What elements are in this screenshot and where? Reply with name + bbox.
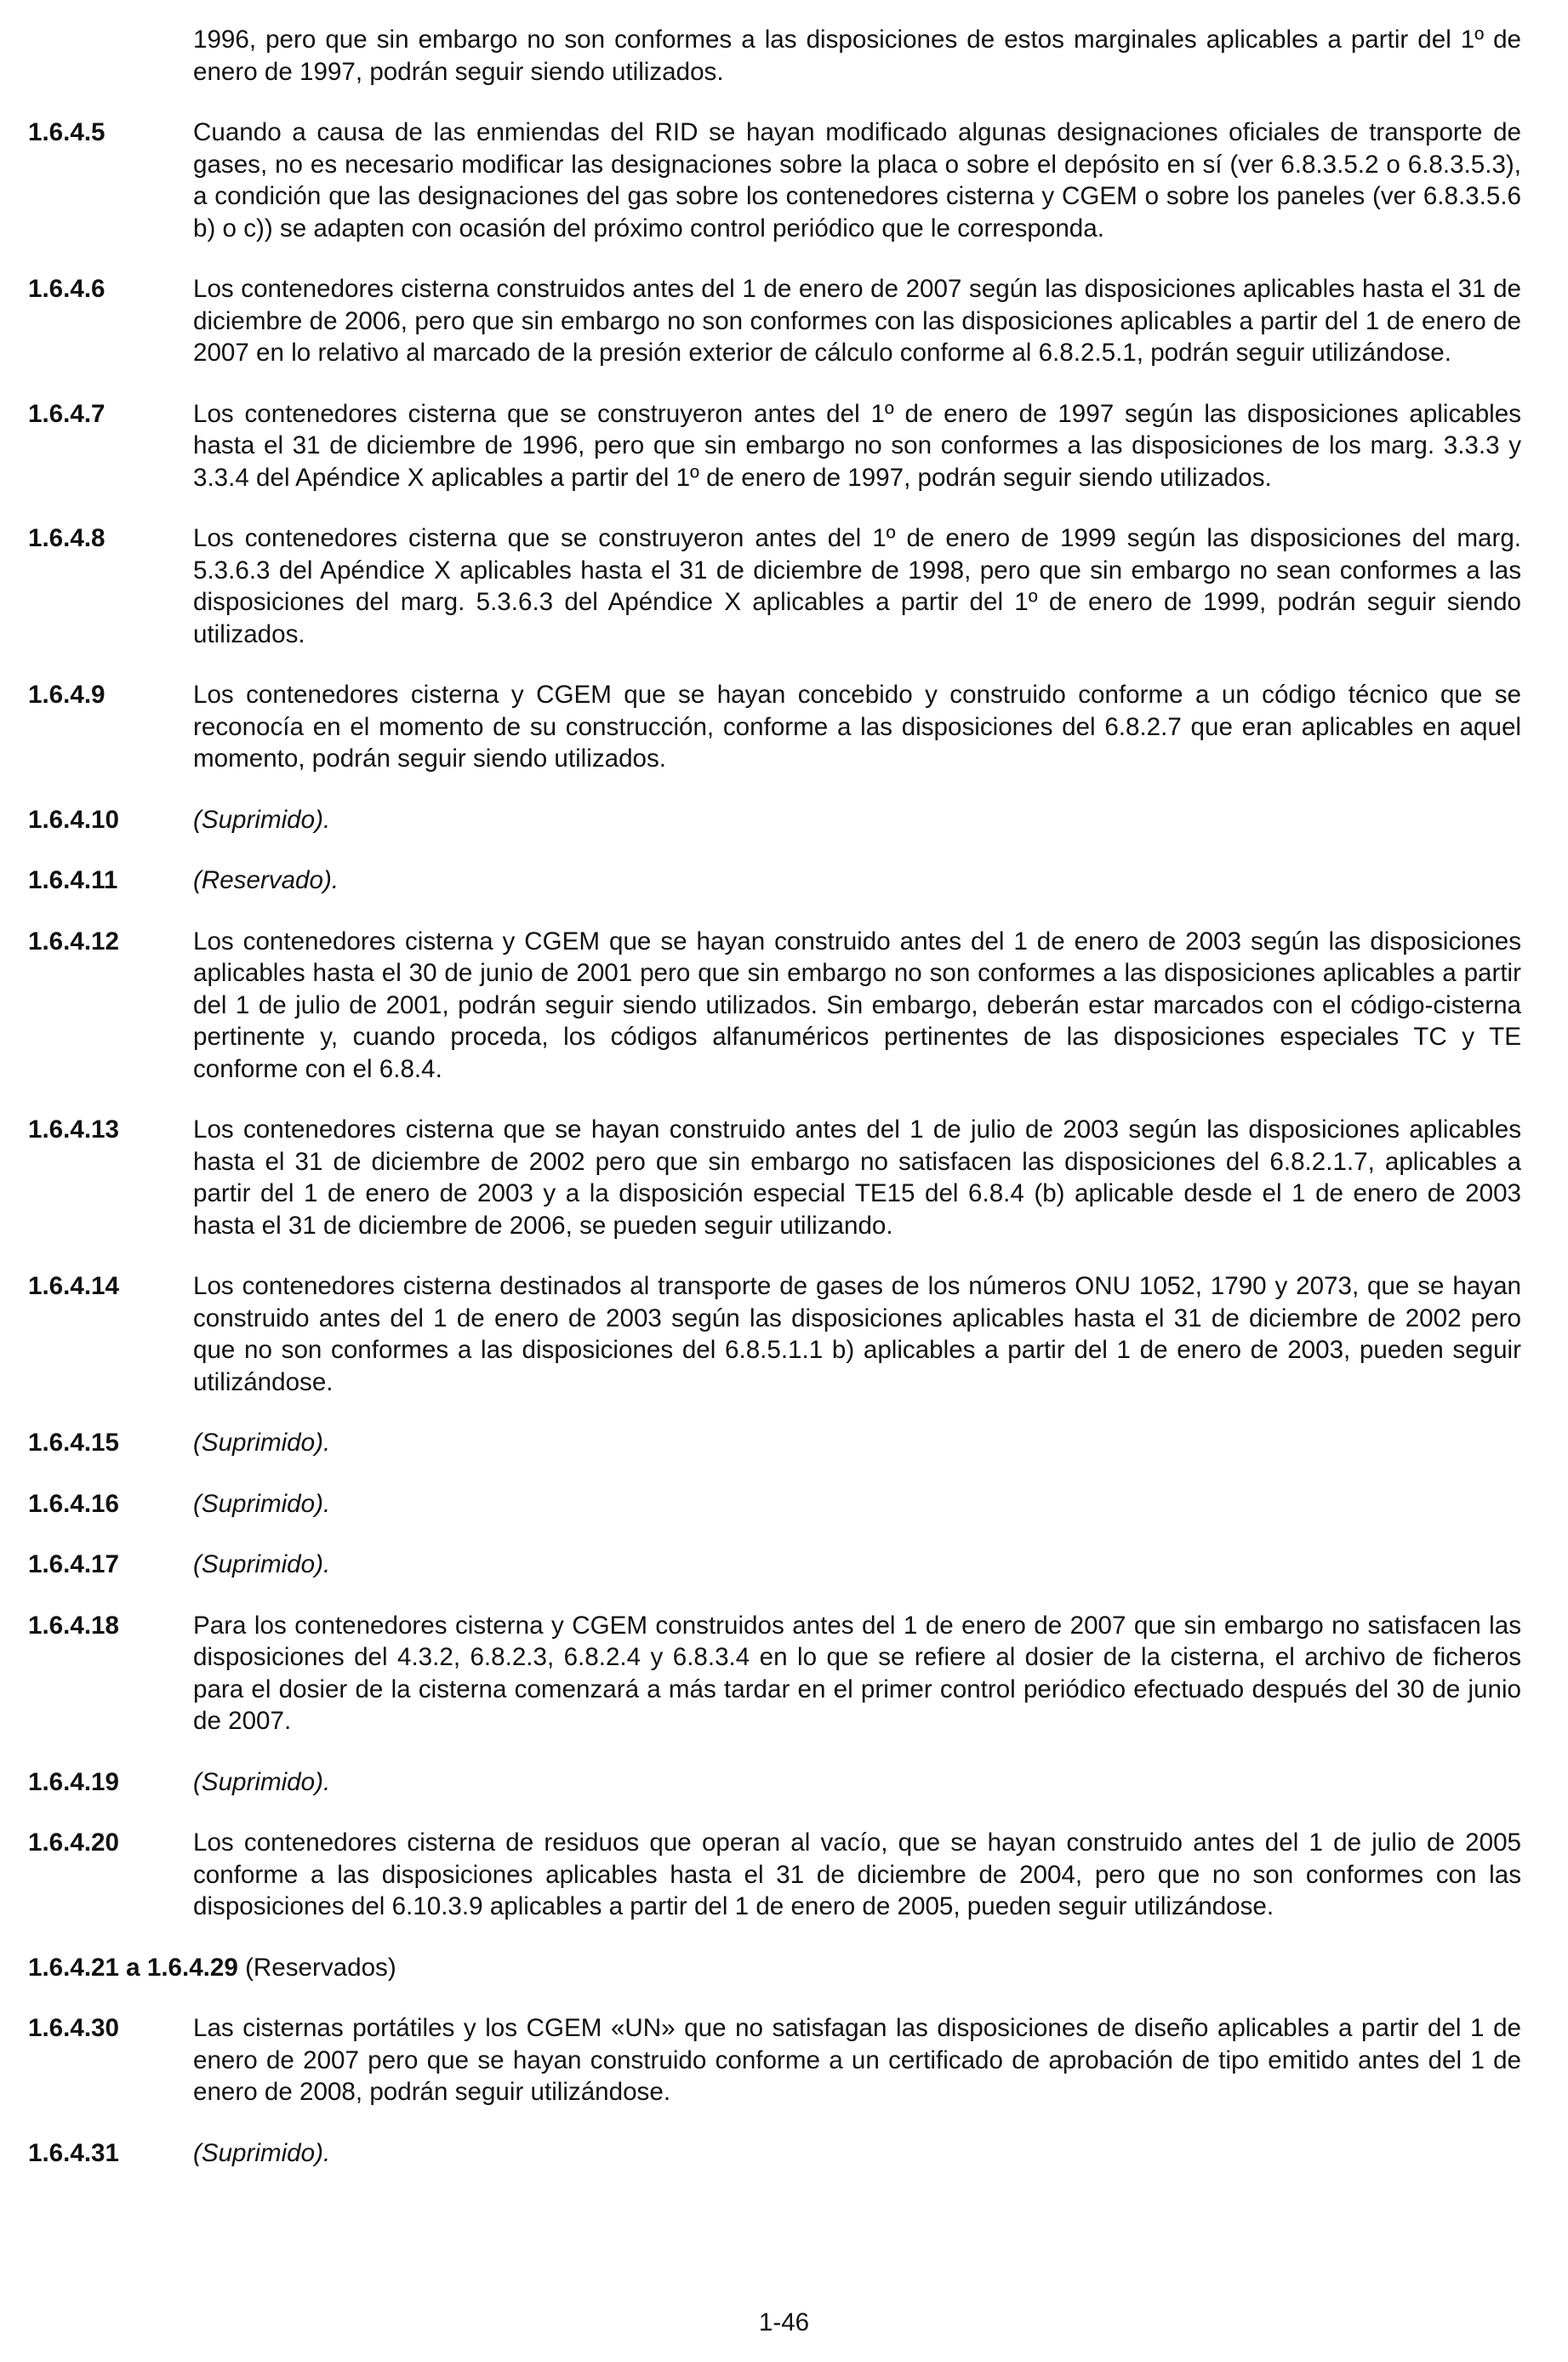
paragraph-text: Los contenedores cisterna de residuos que operan al vacío, que se hayan construido antes del 1 de julio de 2005 conforme a las disposiciones aplicables hasta el 31 de diciembre de 2004, pero que no son conformes con las disposiciones del 6.10.3.9 aplicables a partir del 1 de enero de 2005, pueden seguir utilizándose.: [193, 1829, 1521, 1920]
paragraph: [28, 24, 1521, 88]
paragraph-text: Los contenedores cisterna destinados al transporte de gases de los números ONU 1052, 1790 y 2073, que se hayan construido antes del 1 de enero de 2003 según las disposiciones aplicables hasta el 31 de diciembre de 2002 pero que no son conformes a las disposiciones del 6.8.5.1.1 b) aplicables a partir del 1 de enero de 2003, pueden seguir utilizándose.: [193, 1272, 1521, 1396]
paragraph-number: 1.6.4.9: [28, 681, 105, 709]
paragraph-number: 1.6.4.20: [28, 1829, 119, 1857]
paragraph-text: Los contenedores cisterna que se construyeron antes del 1º de enero de 1997 según las disposiciones aplicables hasta el 31 de diciembre de 1996, pero que sin embargo no son conformes a las disposiciones de los marg. 3.3.3 y 3.3.4 del Apéndice X aplicables a partir del 1º de enero de 1997, podrán seguir siendo utilizados.: [193, 399, 1521, 492]
paragraph-number: 1.6.4.13: [28, 1115, 119, 1144]
paragraph: [28, 2137, 1521, 2170]
paragraph-text: (Suprimido).: [193, 1550, 331, 1578]
page-number: 1-46: [758, 2308, 810, 2336]
paragraph-text: Los contenedores cisterna que se construyeron antes del 1º de enero de 1999 según las disposiciones del marg. 5.3.6.3 del Apéndice X aplicables hasta el 31 de diciembre de 1998, pero que sin embargo no sean conformes a las disposiciones del marg. 5.3.6.3 del Apéndice X aplicables a partir del 1º de enero de 1999, podrán seguir siendo utilizados.: [193, 524, 1521, 648]
paragraph-number: 1.6.4.10: [28, 805, 119, 834]
paragraph-text: (Suprimido).: [193, 1767, 331, 1796]
paragraph: [28, 804, 1521, 836]
paragraph-text: (Suprimido).: [193, 805, 331, 834]
paragraph: [28, 864, 1521, 897]
paragraph-number: 1.6.4.19: [28, 1767, 119, 1796]
paragraph-text: (Suprimido).: [193, 2138, 331, 2167]
paragraph-number: 1.6.4.14: [28, 1272, 119, 1300]
paragraph-text: Los contenedores cisterna que se hayan construido antes del 1 de julio de 2003 según las disposiciones aplicables hasta el 31 de diciembre de 2002 pero que sin embargo no satisfacen las disposiciones del 6.8.2.1.7, aplicables a partir del 1 de enero de 2003 y a la disposición especial TE15 del 6.8.4 (b) aplicable desde el 1 de enero de 2003 hasta el 31 de diciembre de 2006, se pueden seguir utilizando.: [193, 1115, 1521, 1240]
paragraph-number: 1.6.4.18: [28, 1611, 119, 1640]
paragraph: [28, 1610, 1521, 1737]
paragraph: [28, 1427, 1521, 1459]
paragraph-number: 1.6.4.7: [28, 399, 105, 428]
paragraph: [28, 1488, 1521, 1520]
paragraph-number: 1.6.4.6: [28, 275, 105, 303]
paragraph: [28, 398, 1521, 494]
paragraph-number: 1.6.4.12: [28, 927, 119, 956]
paragraph: [28, 1549, 1521, 1581]
paragraph: [28, 273, 1521, 369]
document-page: [28, 24, 1521, 2169]
paragraph-number: 1.6.4.31: [28, 2138, 119, 2167]
paragraph-text: Para los contenedores cisterna y CGEM construidos antes del 1 de enero de 2007 que sin embargo no satisfacen las disposiciones del 4.3.2, 6.8.2.3, 6.8.2.4 y 6.8.3.4 en lo que se refiere al dosier de la cisterna, el archivo de ficheros para el dosier de la cisterna comenzará a más tardar en el primer control periódico efectuado después del 30 de junio de 2007.: [193, 1611, 1521, 1735]
paragraph-number: 1.6.4.11: [28, 866, 118, 894]
paragraph-text: (Reservado).: [193, 866, 339, 894]
paragraph-text: (Suprimido).: [193, 1429, 331, 1457]
paragraph-range-number: 1.6.4.21 a 1.6.4.29: [28, 1953, 238, 1982]
paragraph-text: Cuando a causa de las enmiendas del RID se hayan modificado algunas designaciones oficiales de transporte de gases, no es necesario modificar las designaciones sobre la placa o sobre el depósito en sí (ver 6.8.3.5.2 o 6.8.3.5.3), a condición que las designaciones del gas sobre los contenedores cisterna y CGEM o sobre los paneles (ver 6.8.3.5.6 b) o c)) se adapten con ocasión del próximo control periódico que le corresponda.: [193, 118, 1521, 242]
paragraph-number: 1.6.4.17: [28, 1550, 119, 1578]
paragraph: [28, 1114, 1521, 1241]
paragraph-text: Los contenedores cisterna construidos antes del 1 de enero de 2007 según las disposiciones aplicables hasta el 31 de diciembre de 2006, pero que sin embargo no son conformes con las disposiciones aplicables a partir del 1 de enero de 2007 en lo relativo al marcado de la presión exterior de cálculo conforme al 6.8.2.5.1, podrán seguir utilizándose.: [193, 275, 1521, 367]
paragraph: [28, 117, 1521, 244]
paragraph-number: 1.6.4.5: [28, 118, 105, 146]
paragraph: [28, 1827, 1521, 1923]
paragraph-number: 1.6.4.8: [28, 524, 105, 552]
paragraph: [28, 522, 1521, 650]
paragraph: [28, 679, 1521, 775]
paragraph-text: (Suprimido).: [193, 1489, 331, 1518]
paragraph-text: 1996, pero que sin embargo no son conformes a las disposiciones de estos marginales aplicables a partir del 1º de enero de 1997, podrán seguir siendo utilizados.: [193, 26, 1521, 86]
paragraph: [28, 926, 1521, 1086]
paragraph-text: Los contenedores cisterna y CGEM que se hayan construido antes del 1 de enero de 2003 según las disposiciones aplicables hasta el 30 de junio de 2001 pero que sin embargo no son conformes a las disposiciones aplicables a partir del 1 de julio de 2001, podrán seguir siendo utilizados. Sin embargo, deberán estar marcados con el código-cisterna pertinente y, cuando proceda, los códigos alfanuméricos pertinentes de las disposiciones especiales TC y TE conforme con el 6.8.4.: [193, 927, 1521, 1083]
paragraph: [28, 2012, 1521, 2108]
paragraph: [28, 1766, 1521, 1799]
paragraph-text: Los contenedores cisterna y CGEM que se hayan concebido y construido conforme a un código técnico que se reconocía en el momento de su construcción, conforme a las disposiciones del 6.8.2.7 que eran aplicables en aquel momento, podrán seguir siendo utilizados.: [193, 681, 1521, 773]
paragraph: [28, 1270, 1521, 1398]
paragraph-number: 1.6.4.30: [28, 2014, 119, 2042]
paragraph-number: 1.6.4.15: [28, 1429, 119, 1457]
paragraph-range: [28, 1952, 1521, 1984]
paragraph-text: Las cisternas portátiles y los CGEM «UN» que no satisfagan las disposiciones de diseño aplicables a partir del 1 de enero de 2007 pero que se hayan construido conforme a un certificado de aprobación de tipo emitido antes del 1 de enero de 2008, podrán seguir utilizándose.: [193, 2014, 1521, 2106]
paragraph-range-text: (Reservados): [245, 1953, 396, 1982]
paragraph-number: 1.6.4.16: [28, 1489, 119, 1518]
